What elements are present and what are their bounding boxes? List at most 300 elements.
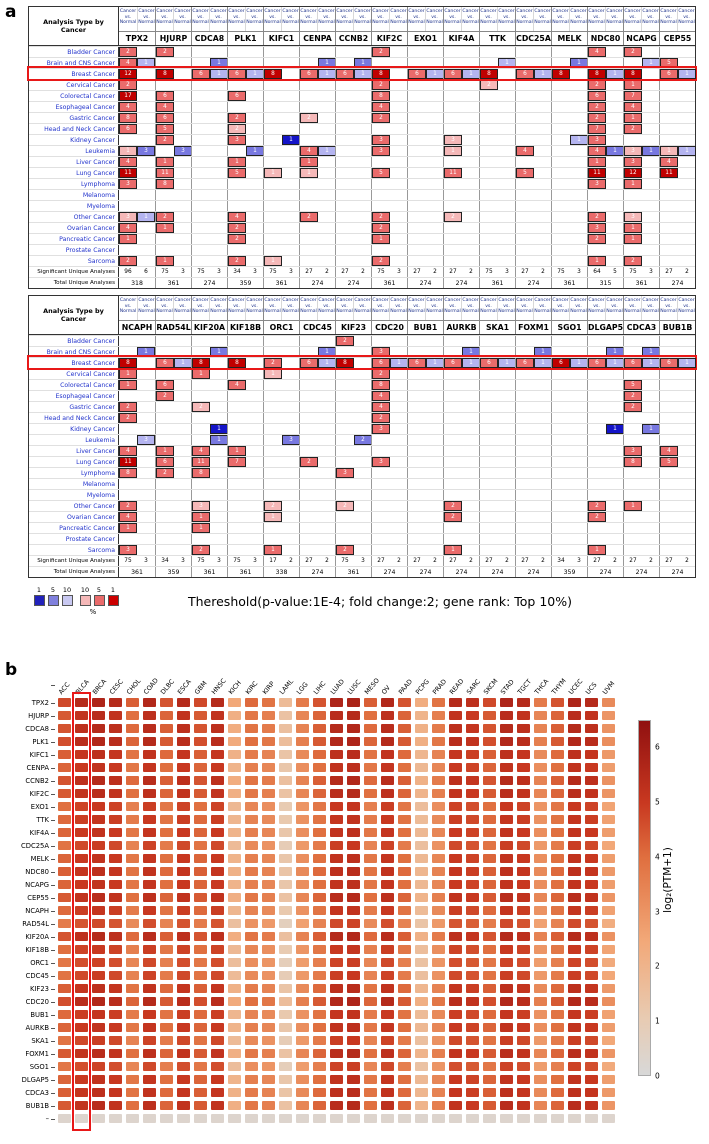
analysis-cell	[407, 168, 443, 178]
heatmap-cell	[517, 1062, 530, 1071]
gene-label: CDCA8	[8, 725, 56, 733]
heatmap-cell	[228, 841, 241, 850]
heatmap-cell	[313, 958, 326, 967]
heatmap-cell	[568, 867, 581, 876]
column-label: UVM	[600, 679, 617, 696]
heatmap-cell	[415, 698, 428, 707]
heatmap-cell	[245, 880, 258, 889]
heatmap-cell	[279, 789, 292, 798]
heatmap-cell	[109, 971, 122, 980]
heatmap-cell	[194, 971, 207, 980]
heatmap-cell	[381, 763, 394, 772]
analysis-cell	[623, 336, 659, 346]
cancer-vs-normal-header: Cancer vs. Normal	[587, 296, 605, 320]
heatmap-cell	[517, 763, 530, 772]
heatmap-cell	[262, 750, 275, 759]
heatmap-cell	[602, 932, 615, 941]
heatmap-cell	[381, 997, 394, 1006]
heatmap-cell	[228, 1023, 241, 1032]
heatmap-cell	[75, 737, 88, 746]
cancer-vs-normal-header: Cancer vs. Normal	[605, 7, 623, 31]
analysis-cell: 1	[119, 234, 155, 244]
heatmap-cell	[466, 1101, 479, 1110]
heatmap-cell	[585, 958, 598, 967]
heatmap-cell	[415, 1023, 428, 1032]
heatmap-cell	[534, 1010, 547, 1019]
analysis-cell: 6 1	[623, 358, 659, 368]
cancer-vs-normal-header: Cancer vs. Normal	[209, 7, 227, 31]
legend-blue-swatch	[62, 595, 73, 606]
heatmap-cell	[160, 893, 173, 902]
analysis-cell	[371, 512, 407, 522]
heatmap-cell	[534, 906, 547, 915]
heatmap-cell	[194, 698, 207, 707]
heatmap-cell	[364, 1049, 377, 1058]
heatmap-cell	[364, 841, 377, 850]
analysis-cell	[623, 468, 659, 478]
analysis-cell	[335, 212, 371, 222]
heatmap-cell	[466, 1075, 479, 1084]
gene-label: CDC20	[8, 998, 56, 1006]
analysis-cell	[659, 234, 695, 244]
heatmap-cell	[75, 698, 88, 707]
heatmap-cell	[296, 789, 309, 798]
heatmap-cell	[381, 1101, 394, 1110]
heatmap-cell	[279, 1114, 292, 1123]
heatmap-cell	[585, 867, 598, 876]
analysis-cell: 4	[155, 102, 191, 112]
analysis-cell: 1	[263, 512, 299, 522]
heatmap-cell	[551, 828, 564, 837]
heatmap-cell	[75, 932, 88, 941]
analysis-cell	[659, 369, 695, 379]
heatmap-cell	[296, 815, 309, 824]
analysis-cell	[587, 413, 623, 423]
heatmap-cell	[245, 1114, 258, 1123]
heatmap-cell	[347, 945, 360, 954]
cancer-row	[29, 200, 695, 211]
heatmap-cell	[126, 750, 139, 759]
column-label: LAML	[277, 677, 296, 696]
heatmap-cell	[483, 984, 496, 993]
heatmap-row	[8, 826, 708, 839]
heatmap-cell	[568, 724, 581, 733]
analysis-cell	[551, 545, 587, 555]
heatmap-cell	[415, 841, 428, 850]
heatmap-cell	[449, 1088, 462, 1097]
heatmap-cell	[75, 854, 88, 863]
analysis-cell: 6 1	[227, 69, 263, 79]
heatmap-cell	[160, 1075, 173, 1084]
analysis-cell: 1	[299, 157, 335, 167]
analysis-cell	[299, 446, 335, 456]
heatmap-cell	[126, 1010, 139, 1019]
heatmap-cell	[466, 789, 479, 798]
gene-name: CDC25A	[516, 34, 551, 43]
analysis-cell	[335, 245, 371, 255]
analysis-cell	[551, 201, 587, 211]
heatmap-cell	[194, 828, 207, 837]
analysis-cell	[443, 336, 479, 346]
heatmap-cell	[483, 776, 496, 785]
heatmap-cell	[228, 737, 241, 746]
heatmap-cell	[432, 1010, 445, 1019]
heatmap-row	[8, 839, 708, 852]
analysis-cell	[479, 179, 515, 189]
analysis-cell: 8	[371, 91, 407, 101]
heatmap-cell	[160, 984, 173, 993]
heatmap-cell	[143, 828, 156, 837]
heatmap-cell	[313, 776, 326, 785]
analysis-cell: 4	[515, 146, 551, 156]
analysis-cell	[407, 446, 443, 456]
analysis-cell	[479, 391, 515, 401]
heatmap-row	[8, 774, 708, 787]
heatmap-cell	[602, 698, 615, 707]
cancer-vs-normal-header: Cancer vs. Normal	[533, 7, 551, 31]
heatmap-cell	[483, 867, 496, 876]
heatmap-cell	[602, 802, 615, 811]
gene-name: CDCA3	[623, 321, 659, 334]
heatmap-cell	[160, 828, 173, 837]
analysis-cell: 7	[623, 91, 659, 101]
heatmap-cell	[245, 997, 258, 1006]
analysis-cell: 1	[371, 234, 407, 244]
analysis-cell	[155, 80, 191, 90]
analysis-cell: 5	[659, 457, 695, 467]
heatmap-cell	[449, 984, 462, 993]
heatmap-cell	[483, 997, 496, 1006]
legend-blue: 5	[46, 586, 60, 606]
heatmap-cell	[568, 1062, 581, 1071]
analysis-cell: 6 1	[443, 358, 479, 368]
heatmap-cell	[194, 841, 207, 850]
analysis-cell	[263, 402, 299, 412]
heatmap-cell	[585, 984, 598, 993]
analysis-cell	[515, 468, 551, 478]
heatmap-cell	[58, 919, 71, 928]
analysis-cell	[659, 135, 695, 145]
gene-label: CCNB2	[8, 777, 56, 785]
heatmap-cell	[415, 1101, 428, 1110]
analysis-cell: 6	[155, 457, 191, 467]
analysis-cell	[191, 256, 227, 266]
legend-red-swatch	[94, 595, 105, 606]
cancer-type-label: Leukemia	[29, 435, 119, 445]
heatmap-cell	[330, 1023, 343, 1032]
heatmap-cell	[466, 1088, 479, 1097]
heatmap-cell	[517, 841, 530, 850]
heatmap-cell	[347, 893, 360, 902]
legend	[32, 586, 696, 616]
heatmap-cell	[534, 737, 547, 746]
heatmap-cell	[415, 750, 428, 759]
analysis-cell	[515, 47, 551, 57]
heatmap-cell	[92, 737, 105, 746]
heatmap-cell	[58, 841, 71, 850]
heatmap-cell	[500, 906, 513, 915]
heatmap-cell	[347, 880, 360, 889]
heatmap-cell	[534, 724, 547, 733]
heatmap-cell	[415, 1114, 428, 1123]
analysis-cell: 2	[227, 113, 263, 123]
analysis-cell: 4	[119, 223, 155, 233]
gene-name: NDC80	[587, 32, 623, 45]
heatmap-cell	[211, 1075, 224, 1084]
colorbar-label: log₂(PTM+1)	[662, 847, 674, 913]
heatmap-cell	[500, 1010, 513, 1019]
heatmap-cell	[347, 854, 360, 863]
heatmap-cell	[602, 984, 615, 993]
heatmap-cell	[483, 789, 496, 798]
heatmap-cell	[143, 919, 156, 928]
heatmap-cell	[602, 1049, 615, 1058]
analysis-cell	[155, 545, 191, 555]
heatmap-cell	[602, 1010, 615, 1019]
heatmap-cell	[449, 1010, 462, 1019]
heatmap-cell	[279, 763, 292, 772]
heatmap-cell	[75, 880, 88, 889]
heatmap-cell	[517, 893, 530, 902]
gene-label: MELK	[8, 855, 56, 863]
analysis-cell	[335, 201, 371, 211]
heatmap-cell	[432, 880, 445, 889]
analysis-cell	[479, 512, 515, 522]
heatmap-cell	[313, 880, 326, 889]
analysis-cell: 8	[263, 69, 299, 79]
heatmap-cell	[75, 841, 88, 850]
heatmap-cell	[279, 698, 292, 707]
cancer-type-label: Prostate Cancer	[29, 534, 119, 544]
analysis-cell	[371, 245, 407, 255]
analysis-cell	[227, 58, 263, 68]
cancer-type-label: Colorectal Cancer	[29, 91, 119, 101]
colorbar-tick: 5	[655, 797, 660, 807]
cancer-row	[29, 390, 695, 401]
heatmap-cell	[262, 1088, 275, 1097]
cancer-type-label: Cervical Cancer	[29, 80, 119, 90]
analysis-cell	[191, 380, 227, 390]
analysis-cell	[551, 91, 587, 101]
heatmap-cell	[551, 763, 564, 772]
heatmap-cell	[381, 841, 394, 850]
heatmap-cell	[568, 880, 581, 889]
heatmap-cell	[517, 698, 530, 707]
colorbar-tick: 4	[655, 852, 660, 862]
analysis-cell: 1	[263, 369, 299, 379]
analysis-cell	[263, 457, 299, 467]
analysis-cell	[479, 234, 515, 244]
heatmap-cell	[262, 1075, 275, 1084]
heatmap-cell	[177, 789, 190, 798]
heatmap-cell	[534, 1049, 547, 1058]
cancer-row	[29, 233, 695, 244]
analysis-cell	[515, 512, 551, 522]
heatmap-cell	[177, 1075, 190, 1084]
heatmap-cell	[262, 893, 275, 902]
heatmap-cell	[126, 789, 139, 798]
heatmap-cell	[92, 880, 105, 889]
heatmap-cell	[347, 789, 360, 798]
analysis-cell	[119, 490, 155, 500]
analysis-cell	[659, 336, 695, 346]
heatmap-cell	[466, 1062, 479, 1071]
heatmap-cell	[279, 906, 292, 915]
analysis-cell	[263, 124, 299, 134]
analysis-cell: 2	[191, 545, 227, 555]
total-analyses-row: Total Unique Analyses 318 361 274 359 361 274 274 361 274 274 361 274 361 315 361 274	[29, 277, 695, 288]
column-label: KICH	[226, 679, 243, 696]
analysis-cell	[659, 501, 695, 511]
analysis-cell	[191, 80, 227, 90]
heatmap-cell	[415, 815, 428, 824]
heatmap-cell	[296, 1114, 309, 1123]
heatmap-cell	[75, 1062, 88, 1071]
heatmap-cell	[143, 1010, 156, 1019]
heatmap-cell	[228, 1088, 241, 1097]
heatmap-cell	[449, 1023, 462, 1032]
analysis-cell: 2	[263, 501, 299, 511]
heatmap-cell	[449, 932, 462, 941]
heatmap-cell	[296, 1075, 309, 1084]
analysis-cell	[443, 223, 479, 233]
analysis-cell: 8	[371, 69, 407, 79]
analysis-cell	[443, 369, 479, 379]
heatmap-row	[8, 813, 708, 826]
heatmap-cell	[313, 815, 326, 824]
heatmap-cell	[364, 854, 377, 863]
heatmap-cell	[126, 1036, 139, 1045]
heatmap-cell	[500, 880, 513, 889]
heatmap-cell	[194, 1036, 207, 1045]
analysis-cell	[551, 534, 587, 544]
heatmap-cell	[75, 1049, 88, 1058]
heatmap-cell	[58, 828, 71, 837]
heatmap-cell	[347, 1010, 360, 1019]
heatmap-cell	[534, 932, 547, 941]
analysis-cell: 3	[443, 135, 479, 145]
analysis-cell	[299, 391, 335, 401]
analysis-cell: 4	[371, 391, 407, 401]
analysis-cell	[443, 435, 479, 445]
analysis-cell	[623, 545, 659, 555]
heatmap-cell	[551, 984, 564, 993]
gene-name: CDCA8	[191, 32, 227, 45]
analysis-cell: 1	[299, 347, 335, 357]
heatmap-cell	[296, 750, 309, 759]
heatmap-cell	[194, 711, 207, 720]
analysis-cell	[479, 490, 515, 500]
heatmap-cell	[75, 958, 88, 967]
heatmap-cell	[92, 841, 105, 850]
legend-blue-swatch	[34, 595, 45, 606]
heatmap-row	[8, 1073, 708, 1086]
heatmap-cell	[602, 841, 615, 850]
heatmap-cell	[585, 763, 598, 772]
heatmap-cell	[262, 737, 275, 746]
heatmap-cell	[194, 776, 207, 785]
heatmap-cell	[126, 906, 139, 915]
heatmap-cell	[194, 1010, 207, 1019]
heatmap-cell	[534, 971, 547, 980]
heatmap-cell	[160, 776, 173, 785]
heatmap-cell	[211, 1101, 224, 1110]
heatmap-cell	[92, 958, 105, 967]
cancer-vs-normal-header: Cancer vs. Normal	[119, 9, 137, 26]
heatmap-cell	[279, 1062, 292, 1071]
heatmap-cell	[143, 867, 156, 876]
analysis-cell: 3	[623, 212, 659, 222]
oncomine-table	[28, 6, 696, 289]
heatmap-cell	[58, 815, 71, 824]
analysis-cell: 1	[299, 58, 335, 68]
analysis-cell	[515, 446, 551, 456]
heatmap-cell	[449, 789, 462, 798]
heatmap-cell	[364, 1075, 377, 1084]
heatmap-cell	[381, 789, 394, 798]
heatmap-cell	[109, 841, 122, 850]
heatmap-cell	[143, 815, 156, 824]
heatmap-cell	[517, 880, 530, 889]
heatmap-cell	[517, 1101, 530, 1110]
heatmap-cell	[330, 828, 343, 837]
analysis-cell	[191, 479, 227, 489]
heatmap-cell	[211, 945, 224, 954]
heatmap-row	[8, 982, 708, 995]
analysis-cell	[263, 336, 299, 346]
heatmap-cell	[432, 750, 445, 759]
gene-name: HJURP	[155, 32, 191, 45]
heatmap-cell	[143, 1075, 156, 1084]
heatmap-cell	[160, 919, 173, 928]
analysis-cell	[371, 479, 407, 489]
heatmap-cell	[262, 919, 275, 928]
heatmap-cell	[449, 724, 462, 733]
heatmap-cell	[398, 1036, 411, 1045]
heatmap-cell	[551, 945, 564, 954]
heatmap-cell	[211, 724, 224, 733]
analysis-cell: 4	[371, 402, 407, 412]
heatmap-cell	[75, 906, 88, 915]
heatmap-cell	[58, 750, 71, 759]
heatmap-cell	[228, 1036, 241, 1045]
heatmap-cell	[92, 1023, 105, 1032]
analysis-cell: 1	[155, 157, 191, 167]
analysis-cell	[515, 234, 551, 244]
cancer-row	[29, 189, 695, 200]
cancer-type-label: Pancreatic Cancer	[29, 234, 119, 244]
analysis-cell	[659, 413, 695, 423]
analysis-cell: 1	[227, 446, 263, 456]
analysis-cell	[623, 369, 659, 379]
heatmap-cell	[211, 906, 224, 915]
heatmap-cell	[364, 815, 377, 824]
heatmap-cell	[194, 1114, 207, 1123]
heatmap-cell	[517, 984, 530, 993]
heatmap-cell	[262, 841, 275, 850]
analysis-cell: 3	[587, 135, 623, 145]
analysis-cell	[407, 424, 443, 434]
heatmap-cell	[517, 1023, 530, 1032]
heatmap-cell	[279, 1075, 292, 1084]
analysis-cell	[155, 490, 191, 500]
heatmap-cell	[160, 997, 173, 1006]
heatmap-cell	[415, 958, 428, 967]
cancer-vs-normal-header: Cancer vs. Normal	[173, 296, 191, 320]
heatmap-cell	[466, 1049, 479, 1058]
analysis-cell: 8	[623, 69, 659, 79]
heatmap-row	[8, 878, 708, 891]
